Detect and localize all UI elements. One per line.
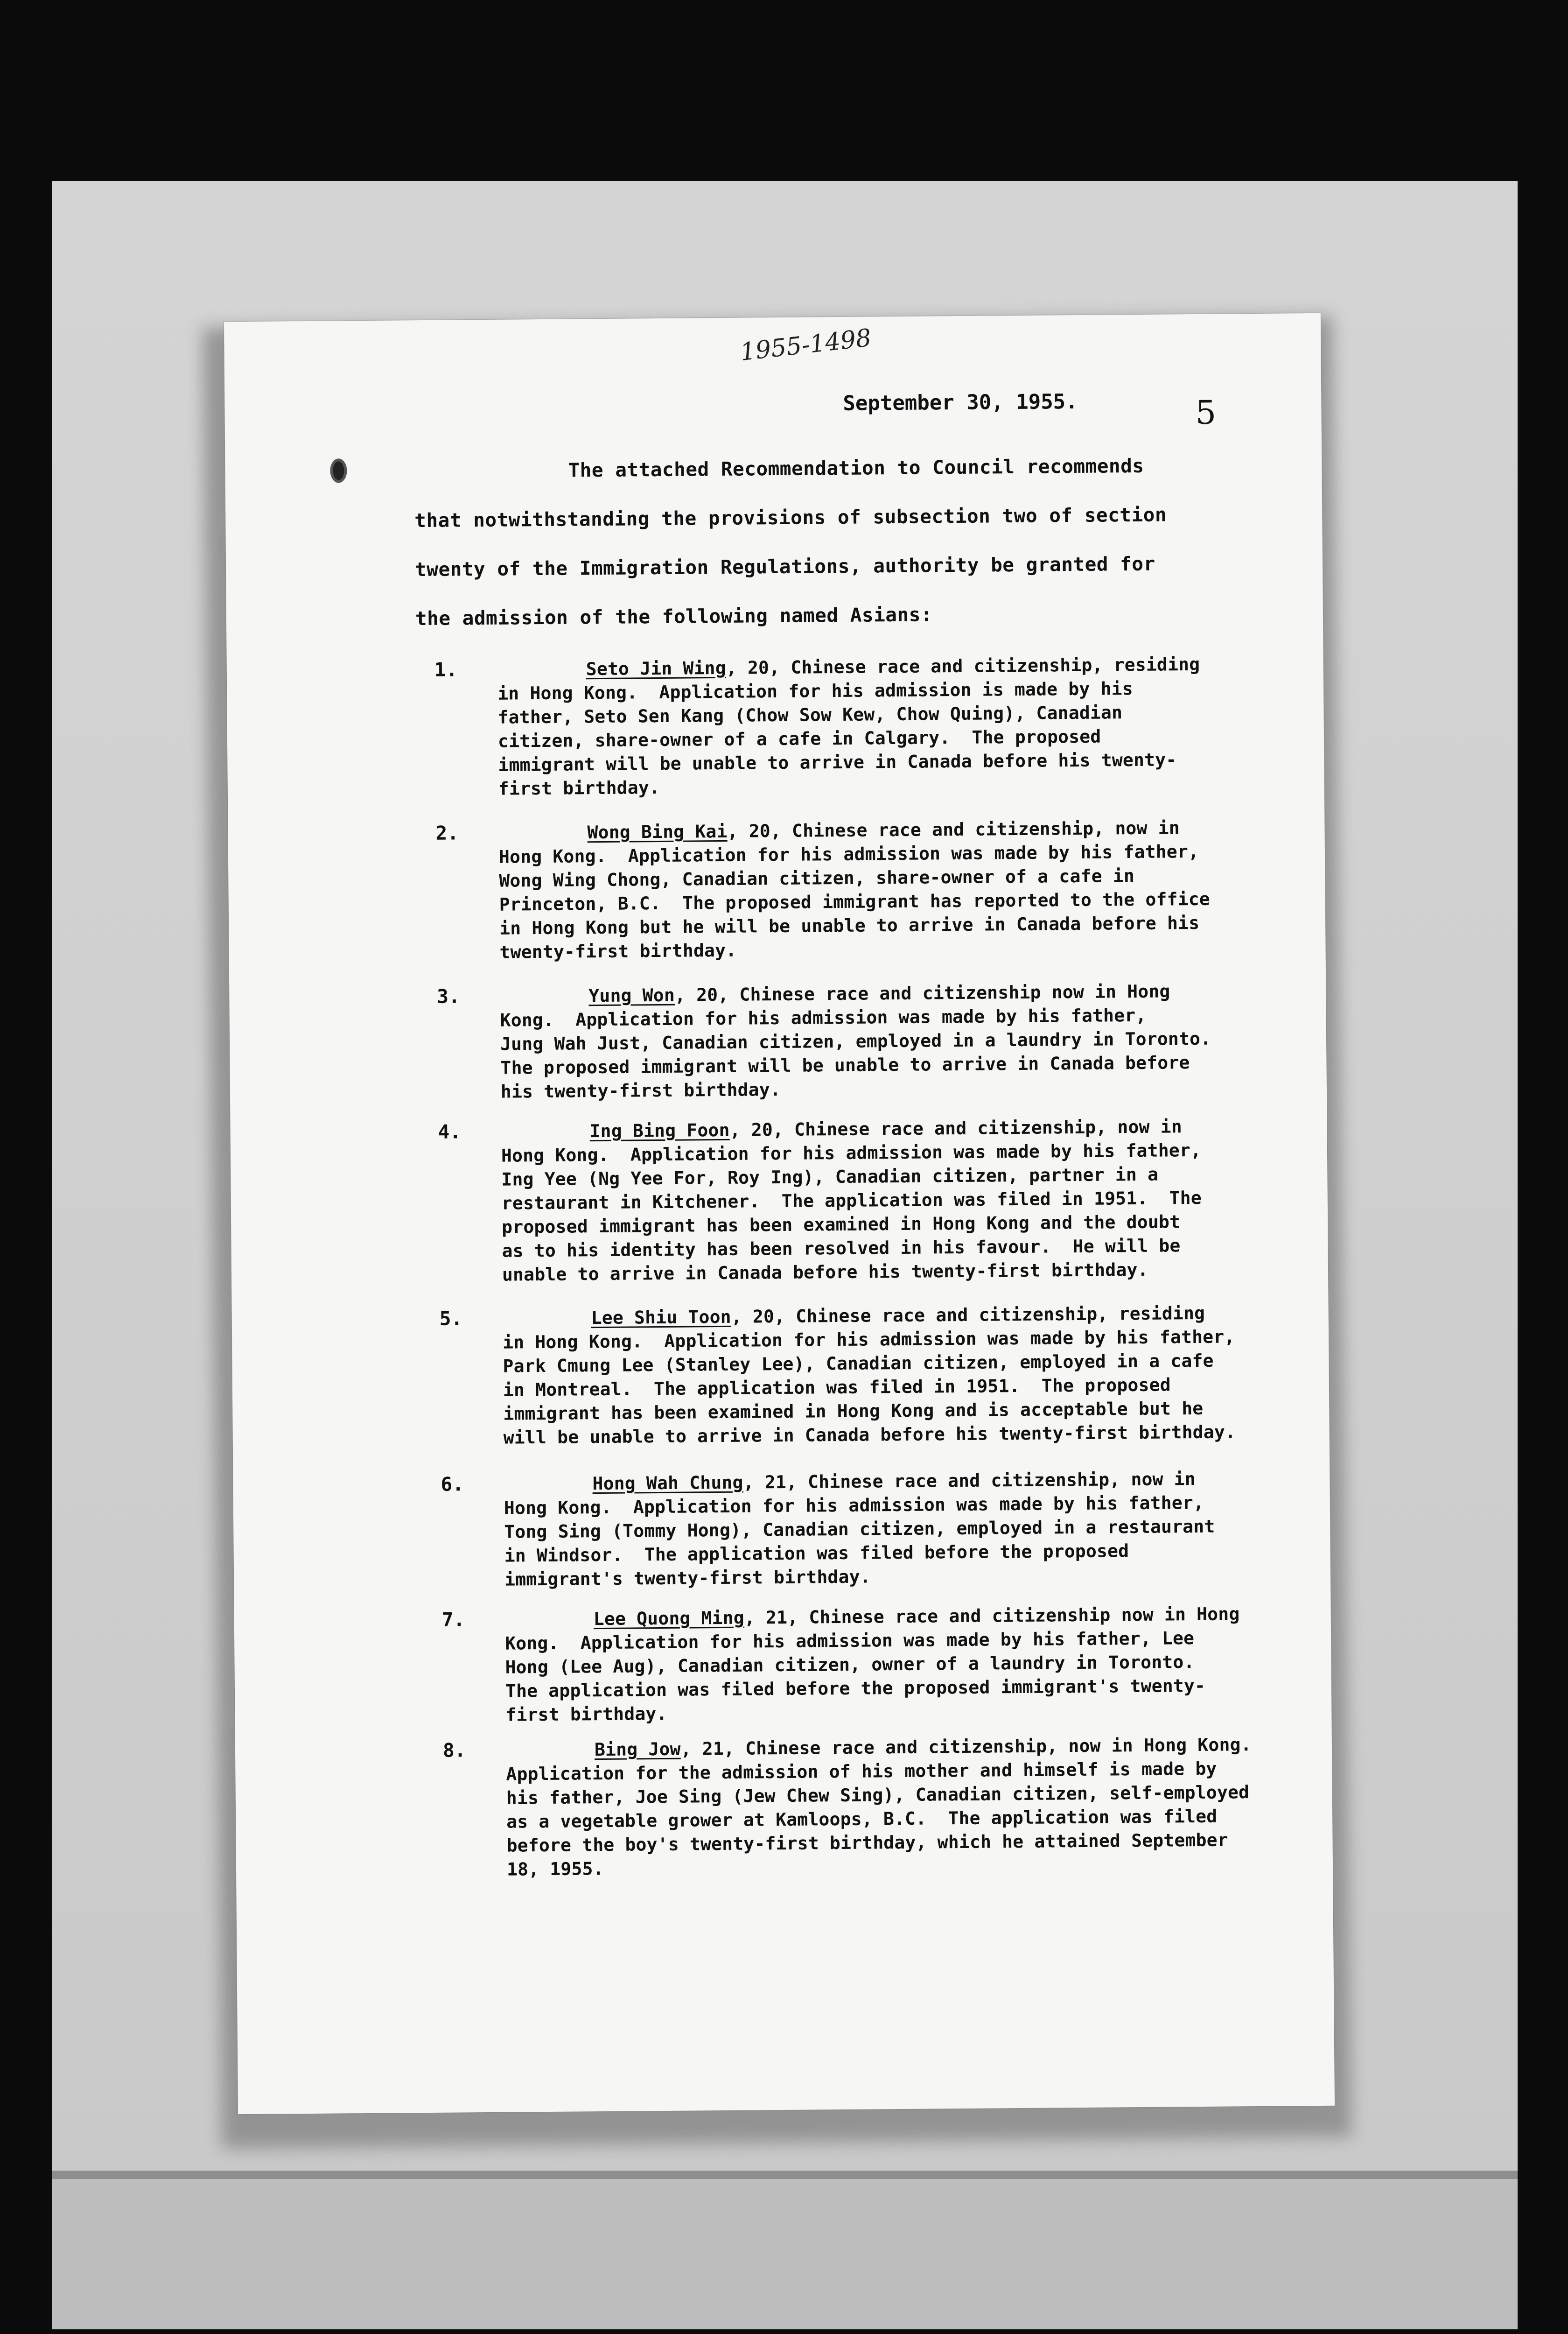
item-number: 2. xyxy=(435,822,459,844)
item-line: Princeton, B.C. The proposed immigrant has reported to the office xyxy=(499,888,1211,915)
item-line: Ing Yee (Ng Yee For, Roy Ing), Canadian citizen, partner in a xyxy=(501,1164,1159,1190)
applicant-name: Wong Bing Kai xyxy=(587,821,728,843)
applicant-name: Ing Bing Foon xyxy=(589,1119,730,1142)
item-line: proposed immigrant has been examined in Hong Kong and the doubt xyxy=(502,1211,1181,1237)
item-line: Tong Sing (Tommy Hong), Canadian citizen, employed in a restaurant xyxy=(504,1516,1215,1542)
item-number: 5. xyxy=(439,1307,463,1330)
item-line: Hong (Lee Aug), Canadian citizen, owner of a laundry in Toronto. xyxy=(505,1652,1195,1678)
microfilm-frame-edge xyxy=(52,2171,1518,2179)
item-first-line-rest: , 20, Chinese race and citizenship, now in xyxy=(727,817,1180,842)
applicant-name: Bing Jow xyxy=(594,1738,681,1760)
item-number: 1. xyxy=(434,658,458,681)
item-line: as to his identity has been resolved in his favour. He will be xyxy=(502,1235,1181,1261)
document-date: September 30, 1955. xyxy=(843,389,1078,415)
item-line: twenty-first birthday. xyxy=(499,940,737,963)
punch-hole-icon xyxy=(330,458,347,483)
item-line: The proposed immigrant will be unable to arrive in Canada before xyxy=(500,1052,1190,1078)
item-line: Application for the admission of his mother and himself is made by xyxy=(506,1758,1217,1785)
item-line: Jung Wah Just, Canadian citizen, employed in a laundry in Toronto. xyxy=(500,1028,1211,1055)
item-number: 7. xyxy=(441,1608,465,1631)
item-line: his father, Joe Sing (Jew Chew Sing), Canadian citizen, self-employed xyxy=(506,1782,1250,1808)
item-line: 18, 1955. xyxy=(506,1858,604,1880)
item-first-line-rest: , 21, Chinese race and citizenship, now in xyxy=(743,1469,1196,1493)
intro-line: that notwithstanding the provisions of subsection two of section xyxy=(414,503,1167,532)
item-first-line-rest: , 20, Chinese race and citizenship, residing xyxy=(731,1302,1205,1327)
applicant-name: Yung Won xyxy=(588,984,675,1006)
microfilm-frame-lower xyxy=(52,2171,1518,2329)
applicant-name: Lee Shiu Toon xyxy=(591,1306,731,1329)
item-line: immigrant has been examined in Hong Kong and is acceptable but he xyxy=(503,1398,1204,1424)
item-line: Hong Kong. Application for his admission was made by his father, xyxy=(501,1139,1202,1166)
intro-line: twenty of the Immigration Regulations, authority be granted for xyxy=(414,552,1155,581)
intro-line: the admission of the following named Asians: xyxy=(415,603,933,630)
applicant-name: Lee Quong Ming xyxy=(593,1607,745,1630)
item-number: 4. xyxy=(438,1120,462,1143)
item-line: before the boy's twenty-first birthday, which he attained September xyxy=(506,1829,1228,1856)
item-line: first birthday. xyxy=(498,777,660,799)
item-line: in Hong Kong but he will be unable to arrive in Canada before his xyxy=(499,912,1200,939)
item-first-line-rest: , 20, Chinese race and citizenship, residing xyxy=(726,654,1200,678)
item-line: in Hong Kong. Application for his admission was made by his father, xyxy=(502,1326,1235,1353)
item-line: in Windsor. The application was filed before the proposed xyxy=(504,1540,1129,1566)
item-line: Kong. Application for his admission was made by his father, xyxy=(500,1005,1147,1031)
item-line: in Montreal. The application was filed in 1951. The proposed xyxy=(503,1374,1171,1400)
item-line: Park Cmung Lee (Stanley Lee), Canadian citizen, employed in a cafe xyxy=(503,1350,1214,1377)
handwritten-reference: 1955-1498 xyxy=(738,323,873,367)
item-first-line-rest: , 21, Chinese race and citizenship, now in Hong Kong. xyxy=(680,1734,1252,1759)
item-line: will be unable to arrive in Canada before his twenty-first birthday. xyxy=(503,1421,1236,1448)
item-first-line-rest: , 21, Chinese race and citizenship now in Hong xyxy=(744,1603,1240,1628)
item-line: The application was filed before the proposed immigrant's twenty- xyxy=(505,1675,1206,1701)
document-page xyxy=(224,313,1335,2114)
item-first-line-rest: , 20, Chinese race and citizenship now in Hong xyxy=(674,981,1170,1005)
item-line: immigrant will be unable to arrive in Canada before his twenty- xyxy=(498,749,1177,775)
item-number: 6. xyxy=(441,1473,464,1496)
item-line: immigrant's twenty-first birthday. xyxy=(504,1566,871,1590)
item-line: Kong. Application for his admission was made by his father, Lee xyxy=(505,1628,1195,1654)
item-line: citizen, share-owner of a cafe in Calgary. The proposed xyxy=(497,726,1101,752)
item-line: as a vegetable grower at Kamloops, B.C. The application was filed xyxy=(506,1806,1218,1832)
item-number: 3. xyxy=(437,985,460,1008)
applicant-name: Hong Wah Chung xyxy=(592,1472,743,1494)
item-line: Hong Kong. Application for his admission was made by his father, xyxy=(498,841,1199,867)
item-line: Hong Kong. Application for his admission was made by his father, xyxy=(504,1492,1204,1519)
page-number: 5 xyxy=(1195,393,1217,432)
item-line: his twenty-first birthday. xyxy=(500,1079,781,1102)
item-first-line-rest: , 20, Chinese race and citizenship, now in xyxy=(729,1116,1183,1140)
item-line: unable to arrive in Canada before his twenty-first birthday. xyxy=(502,1259,1148,1285)
item-line: restaurant in Kitchener. The application was filed in 1951. The xyxy=(501,1187,1202,1214)
item-line: first birthday. xyxy=(505,1703,667,1725)
item-number: 8. xyxy=(442,1739,466,1762)
applicant-name: Seto Jin Wing xyxy=(586,657,727,680)
item-line: in Hong Kong. Application for his admission is made by his xyxy=(497,678,1133,704)
item-line: Wong Wing Chong, Canadian citizen, share-owner of a cafe in xyxy=(499,865,1135,891)
item-line: father, Seto Sen Kang (Chow Sow Kew, Chow Quing), Canadian xyxy=(497,702,1123,728)
intro-line: The attached Recommendation to Council recommends xyxy=(568,454,1144,482)
